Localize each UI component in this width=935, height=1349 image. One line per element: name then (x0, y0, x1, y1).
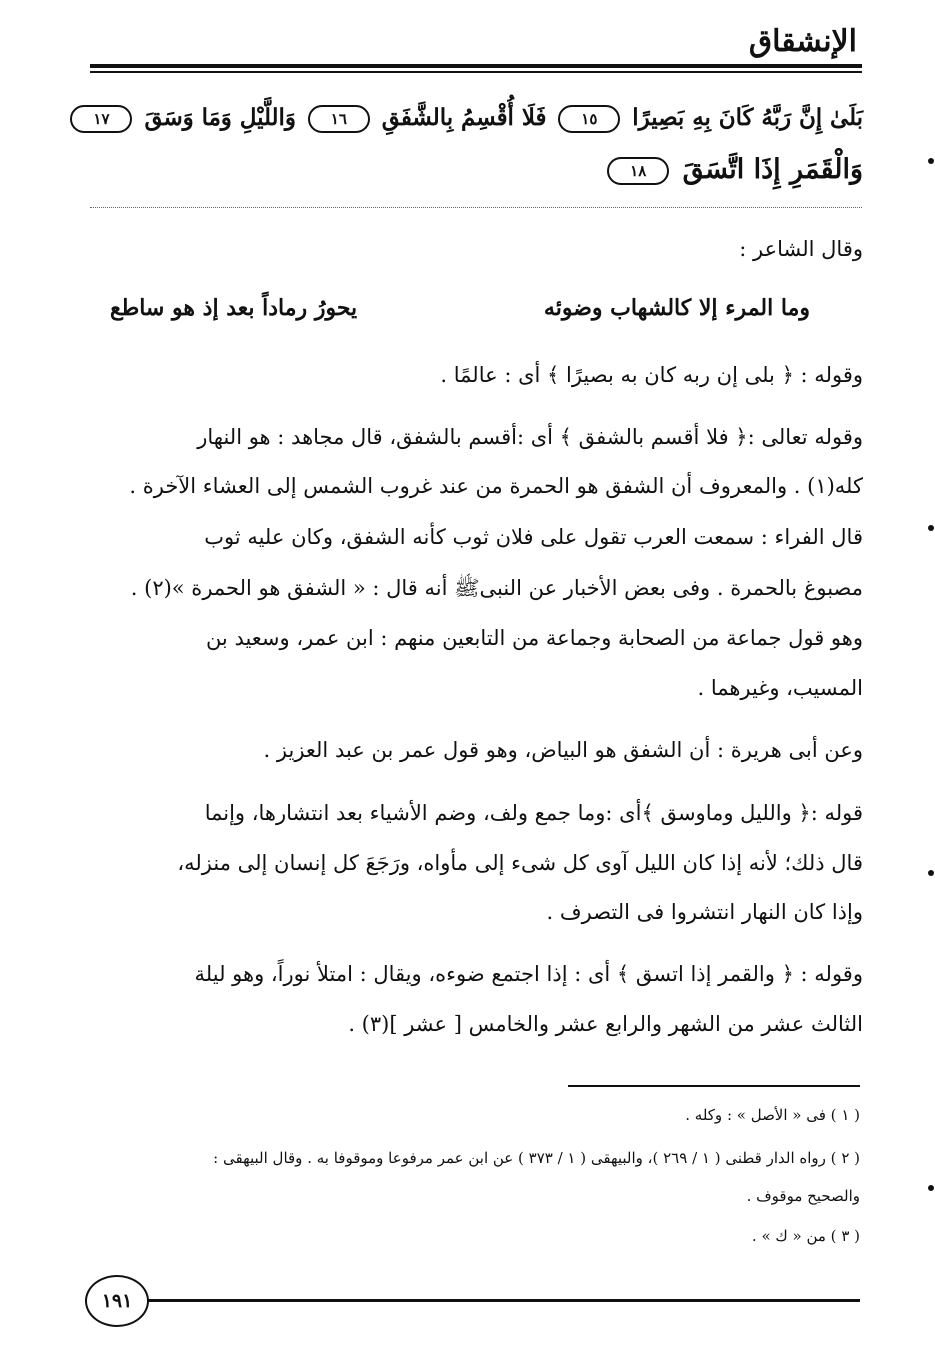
scan-edge-mark (928, 1185, 934, 1191)
verse-number-marker: ١٦ (308, 105, 370, 133)
verse-text: فَلَا أُقْسِمُ بِالشَّفَقِ (381, 105, 547, 131)
text-line: وعن أبى هريرة : أن الشفق هو البياض، وهو قول عمر بن عبد العزيز . (263, 738, 863, 762)
footnote: ( ٢ ) رواه الدار قطنى ( ١ / ٢٦٩ )، والبيهقى ( ١ / ٣٧٣ ) عن ابن عمر مرفوعا وموقوفا به . وقال البيهقى : (213, 1149, 860, 1167)
text-line: كله(١) . والمعروف أن الشفق هو الحمرة من عند غروب الشمس إلى العشاء الآخرة . (129, 474, 863, 498)
verse-text: بَلَىٰ إِنَّ رَبَّهُ كَانَ بِهِ بَصِيرًا (632, 105, 863, 131)
text-line: وإذا كان النهار انتشروا فى التصرف . (546, 900, 863, 924)
text-line: وقال الشاعر : (739, 237, 863, 261)
text-line: الثالث عشر من الشهر والرابع عشر والخامس [ عشر ](٣) . (348, 1012, 863, 1036)
footnote: ( ١ ) فى « الأصل » : وكله . (685, 1106, 860, 1124)
text-line: وقوله : ﴿ والقمر إذا اتسق ﴾ أى : إذا اجتمع ضوءه، ويقال : امتلأ نوراً، وهو ليلة (194, 962, 863, 986)
dotted-separator (90, 207, 862, 208)
surah-title: الإنشقاق (748, 24, 857, 59)
poem-hemistich-left: يحورُ رماداً بعد إذ هو ساطع (110, 295, 358, 321)
scan-edge-mark (928, 525, 934, 531)
text-line: المسيب، وغيرهما . (697, 676, 863, 700)
verse-text: وَاللَّيْلِ وَمَا وَسَقَ (144, 105, 296, 131)
text-line: وقوله تعالى :﴿ فلا أقسم بالشفق ﴾ أى :أقسم بالشفق، قال مجاهد : هو النهار (197, 425, 863, 449)
header-rule-thick (90, 64, 862, 68)
verse-number-marker: ١٨ (607, 157, 669, 185)
poem-hemistich-right: وما المرء إلا كالشهاب وضوئه (543, 295, 810, 321)
scan-edge-mark (928, 158, 934, 164)
footnote-separator (568, 1085, 860, 1087)
verse-number-marker: ١٥ (558, 105, 620, 133)
header-rule-thin (90, 71, 862, 73)
text-line: قال ذلك؛ لأنه إذا كان الليل آوى كل شىء إلى مأواه، ورَجَعَ كل إنسان إلى منزله، (177, 851, 863, 875)
quran-verse-line-2 (83, 148, 863, 192)
footer-rule (148, 1299, 860, 1302)
text-line: قال الفراء : سمعت العرب تقول على فلان ثوب كأنه الشفق، وكان عليه ثوب (204, 525, 863, 549)
verse-number-marker: ١٧ (70, 105, 132, 133)
page-number: ١٩١ (85, 1275, 149, 1327)
scan-edge-mark (928, 870, 934, 876)
verse-text: وَالْقَمَرِ إِذَا اتَّسَقَ (682, 154, 863, 185)
quran-verse-line-1 (83, 96, 863, 140)
text-line: مصبوغ بالحمرة . وفى بعض الأخبار عن النبىﷺ أنه قال : « الشفق هو الحمرة »(٢) . (130, 576, 863, 600)
footnote: ( ٣ ) من « ك » . (751, 1227, 860, 1245)
text-line: وقوله : ﴿ بلى إن ربه كان به بصيرًا ﴾ أى : عالمًا . (440, 363, 863, 387)
text-line: وهو قول جماعة من الصحابة وجماعة من التابعين منهم : ابن عمر، وسعيد بن (205, 626, 863, 650)
text-line: قوله :﴿ والليل وماوسق ﴾أى :وما جمع ولف، وضم الأشياء بعد انتشارها، وإنما (204, 801, 863, 825)
footnote: والصحيح موقوف . (746, 1187, 860, 1205)
